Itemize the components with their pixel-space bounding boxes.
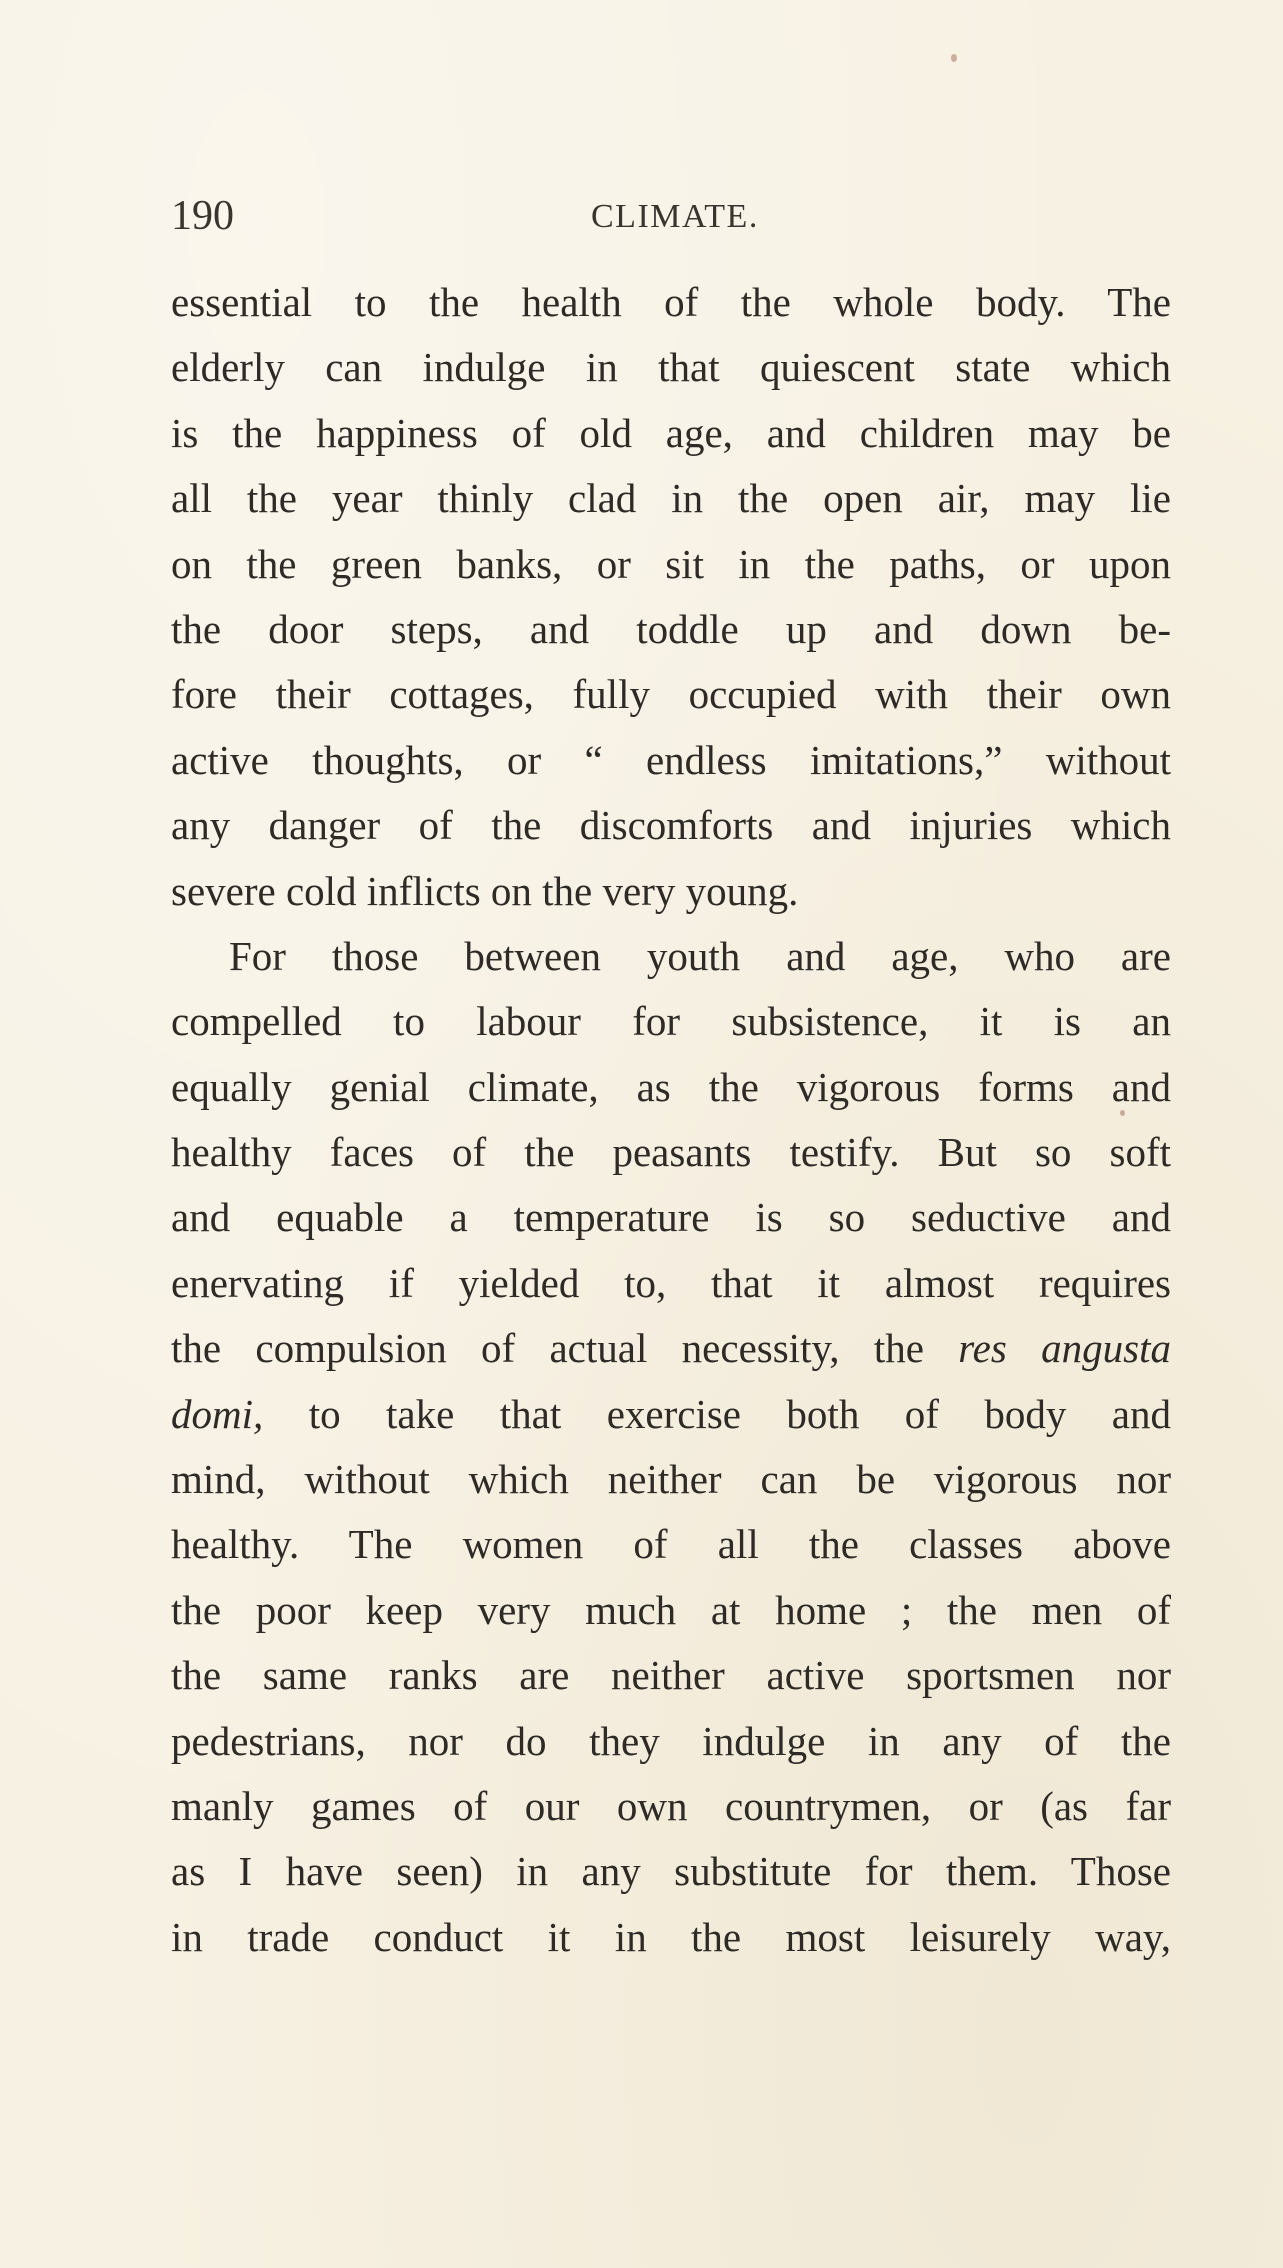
text-line: manly games of our own countrymen, or (as far <box>171 1782 1171 1829</box>
text-line: the door steps, and toddle up and down be- <box>171 605 1171 652</box>
text-line: essential to the health of the whole body. The <box>171 279 1171 325</box>
text-line: enervating if yielded to, that it almost requires <box>171 1259 1171 1306</box>
paper-speck <box>1120 1110 1125 1116</box>
text-segment: to take that exercise both of body and <box>308 1390 1171 1437</box>
text-line: compelled to labour for subsistence, it is an <box>171 998 1171 1045</box>
text-line: active thoughts, or “ endless imitations,” without <box>171 736 1171 783</box>
text-line-paragraph-end: severe cold inflicts on the very young. <box>171 867 799 914</box>
text-line-paragraph-start: For those between youth and age, who are <box>229 932 1171 979</box>
text-line: pedestrians, nor do they indulge in any of the <box>171 1717 1171 1764</box>
text-line: mind, without which neither can be vigorous nor <box>171 1456 1171 1503</box>
text-segment: the compulsion of actual necessity, the <box>171 1325 924 1372</box>
text-line-with-italic <box>171 1316 1171 1381</box>
running-title: CLIMATE. <box>591 198 759 235</box>
text-line: healthy. The women of all the classes above <box>171 1521 1171 1568</box>
text-line-with-italic <box>171 1382 1171 1447</box>
text-line: as I have seen) in any substitute for them. Those <box>171 1848 1171 1895</box>
text-line: the poor keep very much at home ; the men of <box>171 1586 1171 1633</box>
text-line: in trade conduct it in the most leisurely way, <box>171 1913 1171 1960</box>
text-line: on the green banks, or sit in the paths, or upon <box>171 540 1171 587</box>
running-head <box>171 188 1171 244</box>
text-line: healthy faces of the peasants testify. But so soft <box>171 1129 1171 1176</box>
text-line: elderly can indulge in that quiescent state which <box>171 344 1171 391</box>
page-number: 190 <box>171 193 234 239</box>
italic-phrase: res angusta <box>958 1325 1171 1372</box>
italic-phrase: domi, <box>171 1390 264 1437</box>
text-line: and equable a temperature is so seductive and <box>171 1194 1171 1241</box>
text-line: any danger of the discomforts and injuries which <box>171 802 1171 849</box>
body-text <box>171 270 1171 1970</box>
text-line: is the happiness of old age, and children may be <box>171 409 1171 456</box>
text-line: fore their cottages, fully occupied with their own <box>171 671 1171 718</box>
text-line: the same ranks are neither active sportsmen nor <box>171 1652 1171 1699</box>
text-line: all the year thinly clad in the open air, may lie <box>171 475 1171 522</box>
text-line: equally genial climate, as the vigorous forms and <box>171 1063 1171 1110</box>
paper-speck <box>951 54 957 62</box>
